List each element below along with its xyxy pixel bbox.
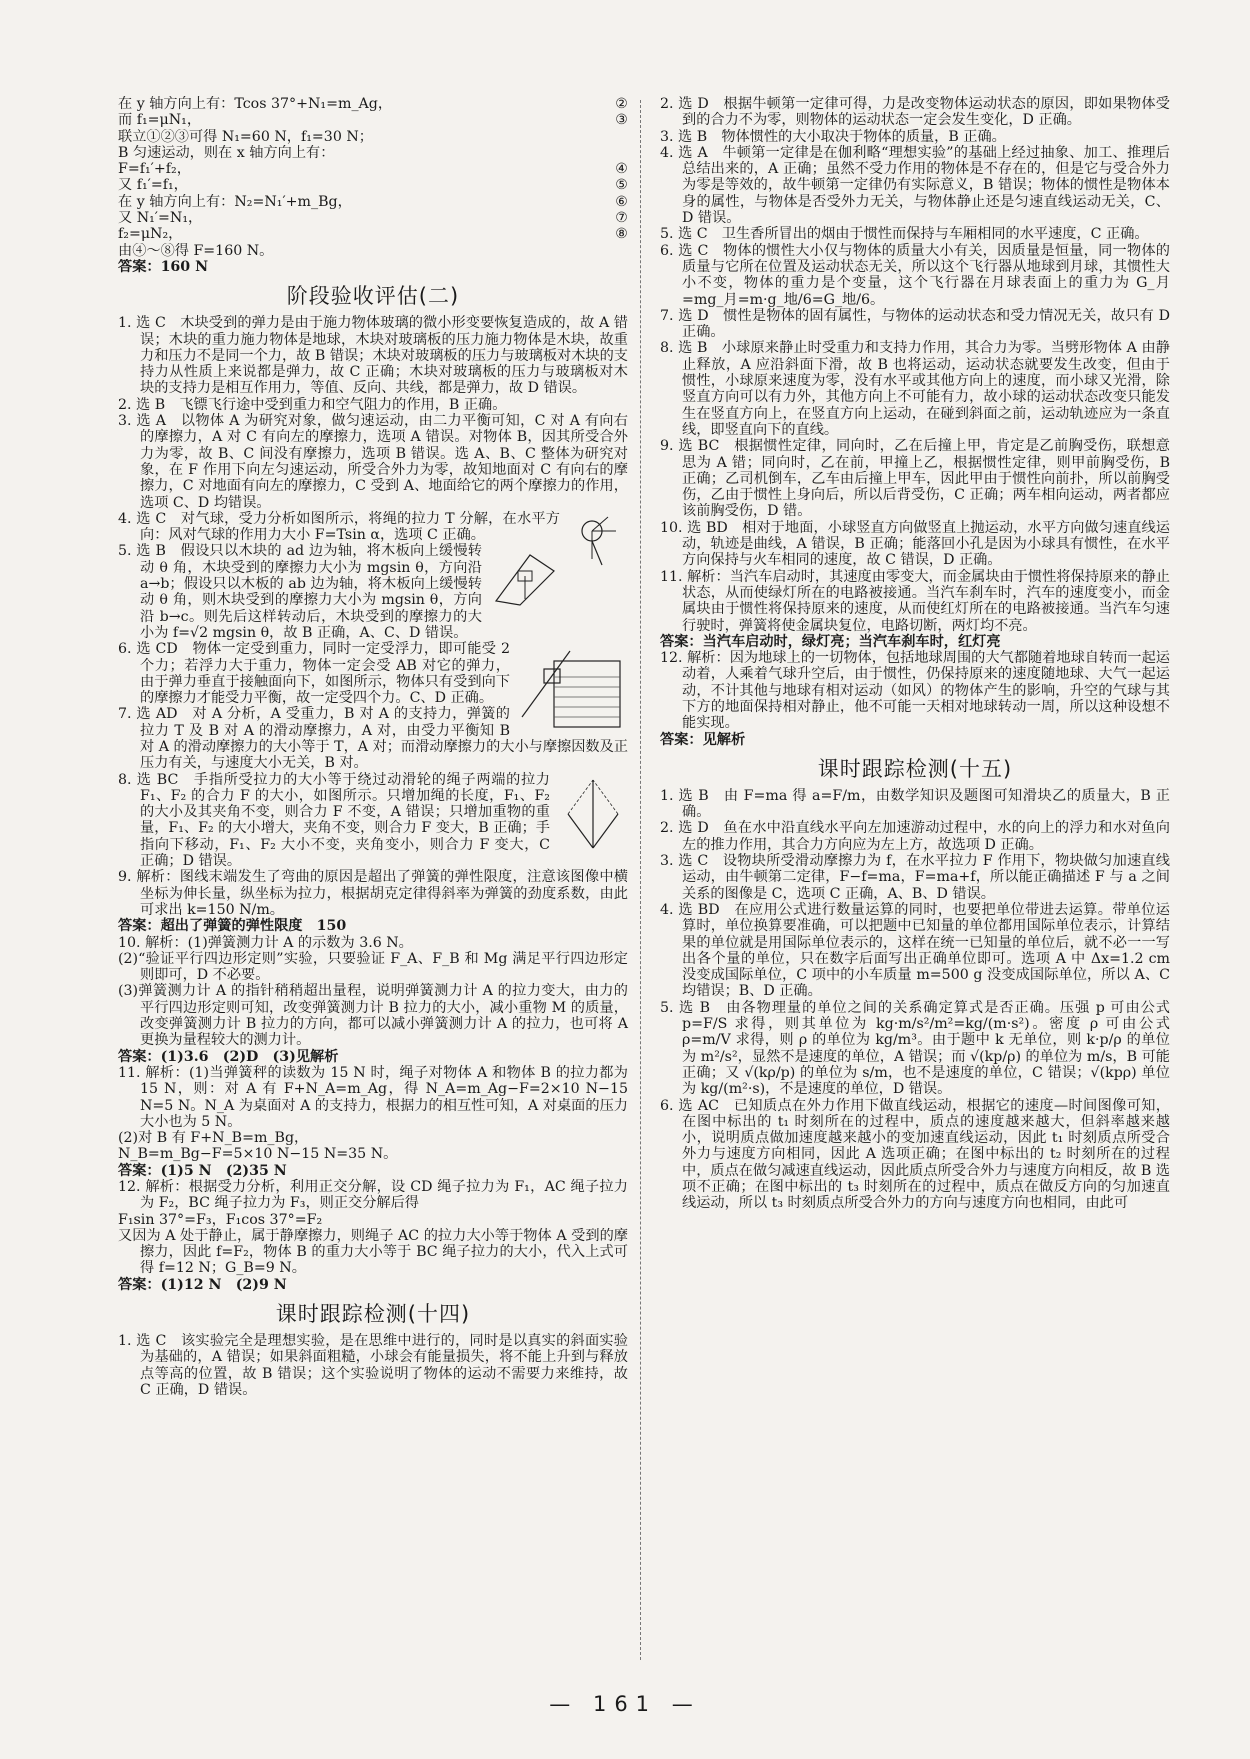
equation-line: 在 y 轴方向上有：N₂=N₁′+m_Bg， ⑥ (118, 193, 628, 210)
equation-line: 又 N₁′=N₁， ⑦ (118, 210, 628, 227)
equation-line: 由④～⑧得 F=160 N。 (118, 242, 274, 259)
answer-item: 又因为 A 处于静止，属于静摩擦力，则绳子 AC 的拉力大小等于物体 A 受到的摩擦力，因此 f=F₂，物体 B 的重力大小等于 BC 绳子拉力的大小，代入上式可得 f=12 N；G_B=9 N。 (118, 1227, 628, 1277)
column-divider (640, 100, 641, 1660)
answer-item: 11. 解析：当汽车启动时，其速度由零变大，而金属块由于惯性将保持原来的静止状态，从而使绿灯所在的电路被接通。当汽车刹车时，汽车的速度变小，而金属块由于惯性将保持原来的速度，从而使红灯所在的电路被接通。当汽车匀速行驶时，弹簧将使金属块复位，电路切断，两灯均不亮。 (660, 568, 1170, 634)
answer-item: 4. 选 BD 在应用公式进行数量运算的同时，也要把单位带进去运算。带单位运算时，单位换算要准确，可以把题中已知量的单位都用国际单位表示，计算结果的单位就是用国际单位表示的，这样在统一已知量的单位后，就不必一一写出各个量的单位，只在数字后面写出正确单位即可。选项 A 中 Δx=1.2 cm 没变成国际单位，C 项中的小车质量 m=500 g 没变成国际单位，所以 A、C 均错误；B、D 正确。 (660, 901, 1170, 1000)
answer-line: 答案：(1)5 N (2)35 N (118, 1162, 287, 1179)
section-heading: 阶段验收评估(二) (286, 284, 460, 309)
equation-line: 而 f₁=μN₁， ③ (118, 112, 628, 129)
equation-line: 在 y 轴方向上有：Tcos 37°+N₁=m_Ag， ② (118, 96, 628, 112)
answer-item: 3. 选 C 设物块所受滑动摩擦力为 f，在水平拉力 F 作用下，物块做匀加速直线运动，由牛顿第二定律，F−f=ma，F=ma+f，所以能正确描述 F 与 a 之间关系的图像是 C，选项 C 正确，A、B、D 错误。 (660, 853, 1170, 902)
answer-item: 3. 选 B 物体惯性的大小取决于物体的质量，B 正确。 (660, 128, 1006, 145)
answer-item: 9. 选 BC 根据惯性定律，同向时，乙在后撞上甲，肯定是乙前胸受伤，联想意思为 A 错；同向时，乙在前，甲撞上乙，根据惯性定律，则甲前胸受伤，B 正确；乙司机倒车，乙车由后撞上甲车，因此甲由于惯性向前扑，所以前胸受伤，乙由于惯性上身向后，所以后背受伤，C 正确；两车相向运动，两者都应该前胸受伤，D 错。 (660, 438, 1170, 520)
answer-item: 2. 选 D 鱼在水中沿直线水平向左加速游动过程中，水的向上的浮力和水对鱼向左的推力作用，其合力方向应为左上方，故选项 D 正确。 (660, 820, 1170, 853)
answer-item: 5. 选 B 由各物理量的单位之间的关系确定算式是否正确。压强 p 可由公式 p=F/S 求得，则其单位为 kg·m/s²/m²=kg/(m·s²)。密度 ρ 可由公式 ρ=m/V 求得，则 ρ 的单位为 kg/m³。由于题中 k 无单位，则 k·p/ρ 的单位为 m²/s²，显然不是速度的单位，A 错误；而 √(kp/ρ) 的单位为 m/s，B 可能正确；又 √(kρ/p) 的单位为 s/m，也不是速度的单位，C 错误；√(kpρ) 单位为 kg/(m²·s)，不是速度的单位，D 错误。 (660, 999, 1170, 1098)
answer-item: 1. 选 B 由 F=ma 得 a=F/m，由数学知识及题图可知滑块乙的质量大，B 正确。 (660, 787, 1170, 821)
balloon-force-figure (568, 513, 628, 571)
answer-item: 10. 解析：(1)弹簧测力计 A 的示数为 3.6 N。 (118, 934, 413, 951)
answer-item: 2. 选 D 根据牛顿第一定律可得，力是改变物体运动状态的原因，即如果物体受到的合力不为零，则物体的运动状态一定会发生变化，D 正确。 (660, 96, 1170, 129)
answer-line: 答案：(1)3.6 (2)D (3)见解析 (118, 1048, 339, 1065)
answer-line: 答案：超出了弹簧的弹性限度 150 (118, 918, 347, 935)
right-column (660, 96, 1170, 1212)
pulley-force-figure (558, 774, 628, 856)
answer-item: 12. 解析：根据受力分析，利用正交分解，设 CD 绳子拉力为 F₁，AC 绳子拉力为 F₂，BC 绳子拉力为 F₃，则正交分解后得 (118, 1179, 628, 1212)
floating-block-figure (518, 643, 628, 733)
section-heading: 课时跟踪检测(十五) (817, 756, 1013, 781)
answer-item: 12. 解析：因为地球上的一切物体，包括地球周围的大气都随着地球自转而一起运动着，人乘着气球升空后，由于惯性，仍保持原来的速度随地球、大气一起运动，不计其他与地球有相对运动（如风）的物体产生的影响，升空的气球与其下方的地面保持相对静止，他不可能一天相对地球转动一周，所以这种设想不能实现。 (660, 650, 1170, 732)
left-column (118, 96, 628, 1398)
equation-line: 又 f₁′=f₁， ⑤ (118, 177, 628, 194)
answer-item: 6. 选 CD 物体一定受到重力，同时一定受浮力，即可能受 2 个力；若浮力大于重力，物体一定会受 AB 对它的弹力，由于弹力垂直于接触面向下，如图所示，物体只有受到向下的摩擦力才能受力平衡，故一定受四个力。C、D 正确。 (118, 641, 628, 706)
answer-item: (3)弹簧测力计 A 的指针稍稍超出量程，说明弹簧测力计 A 的拉力变大，由力的平行四边形定则可知，改变弹簧测力计 B 拉力的大小，减小重物 M 的质量，改变弹簧测力计 B 拉力的方向，都可以减小弹簧测力计 A 的拉力，也可将 A 更换为量程较大的测力计。 (118, 983, 628, 1049)
intro-equations (118, 96, 628, 275)
answer-line: 答案：当汽车启动时，绿灯亮；当汽车刹车时，红灯亮 (660, 633, 1001, 650)
answer-item: 11. 解析：(1)当弹簧秤的读数为 15 N 时，绳子对物体 A 和物体 B 的拉力都为 15 N，则：对 A 有 F+N_A=m_Ag，得 N_A=m_Ag−F=2×10 N−15 N=5 N。N_A 为桌面对 A 的支持力，根据力的相互性可知，A 对桌面的压力大小也为 5 N。 (118, 1064, 628, 1130)
answer-list (118, 315, 628, 1293)
answer-item: 7. 选 AD 对 A 分析，A 受重力，B 对 A 的支持力，弹簧的拉力 T 及 B 对 A 的滑动摩擦力，A 对，由受力平衡知 B 对 A 的滑动摩擦力的大小等于 T，A 对；而滑动摩擦力的大小与摩擦因数及正压力有关，与速度大小无关，B 对。 (118, 706, 628, 772)
page-number: — 161 — (549, 1692, 701, 1716)
board-block-figure (490, 545, 560, 607)
answer-item: (2)对 B 有 F+N_B=m_Bg， (118, 1130, 309, 1147)
answer-item: 8. 选 B 小球原来静止时受重力和支持力作用，其合力为零。当劈形物体 A 由静止释放，A 应沿斜面下滑，故 B 也将运动，运动状态就要发生改变，但由于惯性，小球原来速度为零，没有水平或其他方向上的速度，而小球又光滑，除竖直方向可以有力外，其他方向上不可能有力，故小球的运动状态改变只能发生在竖直方向上，在竖直方向上运动，在碰到斜面之前，运动轨迹应为一条直线，即竖直向下的直线。 (660, 340, 1170, 438)
answer-item: 10. 选 BD 相对于地面，小球竖直方向做竖直上抛运动，水平方向做匀速直线运动，轨迹是曲线，A 错误，B 正确；能落回小孔是因为小球具有惯性，在水平方向保持与火车相同的速度，故 C 错误，D 正确。 (660, 519, 1170, 569)
answer-item: 3. 选 A 以物体 A 为研究对象，做匀速运动，由二力平衡可知，C 对 A 有向右的摩擦力，A 对 C 有向左的摩擦力，选项 A 错误。对物体 B，因其所受合外力为零，故 B、C 间没有摩擦力，选项 B 错误。选 A、B、C 整体为研究对象，在 F 作用下向左匀速运动，所受合外力为零，故知地面对 C 有向右的摩擦力，C 对地面有向左的摩擦力，C 受到 A、地面给它的两个摩擦力的作用，选项 C、D 均错误。 (118, 413, 628, 511)
answer-item: 1. 选 C 该实验完全是理想实验，是在思维中进行的，同时是以真实的斜面实验为基础的，A 错误；如果斜面粗糙，小球会有能量损失，将不能上升到与释放点等高的位置，故 B 错误；这个实验说明了物体的运动不需要力来维持，故 C 正确，D 错误。 (118, 1333, 628, 1398)
answer-item: (2)“验证平行四边形定则”实验，只要验证 F_A、F_B 和 Mg 满足平行四边形定则即可，D 不必要。 (118, 950, 628, 984)
answer-item: 6. 选 AC 已知质点在外力作用下做直线运动，根据它的速度—时间图像可知，在图中标出的 t₁ 时刻所在的过程中，质点的速度越来越大，但斜率越来越小，说明质点做加速度越来越小的变加速直线运动，因此 t₁ 时刻质点所受合外力与速度方向相同，因此 A 选项正确；在图中标出的 t₂ 时刻所在的过程中，质点在做匀减速直线运动，因此质点所受合外力与速度方向相反，故 B 选项不正确；在图中标出的 t₃ 时刻所在的过程中，质点在做反方向的匀加速直线运动，所以 t₃ 时刻质点所受合外力的方向与速度方向也相同，由此可 (660, 1097, 1170, 1212)
equation-line: 联立①②③可得 N₁=60 N，f₁=30 N； (118, 128, 373, 145)
equation-line: f₂=μN₂， ⑧ (118, 226, 628, 243)
answer-line: 答案：(1)12 N (2)9 N (118, 1276, 287, 1293)
equation-line: B 匀速运动，则在 x 轴方向上有： (118, 144, 335, 161)
answer-item: 5. 选 B 假设只以木块的 ad 边为轴，将木板向上缓慢转动 θ 角，木块受到的摩擦力大小为 mgsin θ，方向沿 a→b；假设只以木板的 ab 边为轴，将木板向上缓慢转动 θ 角，则木块受到的摩擦力大小为 mgsin θ，方向沿 b→c。则先后这样转动后，木块受到的摩擦力的大小为 f=√2 mgsin θ，故 B 正确，A、C、D 错误。 (118, 543, 628, 641)
answer-item: 4. 选 A 牛顿第一定律是在伽利略“理想实验”的基础上经过抽象、加工、推理后总结出来的，A 正确；虽然不受力作用的物体是不存在的，但是它与受合外力为零是等效的，故牛顿第一定律仍有实际意义，B 错误；物体的惯性是物体本身的属性，与物体是否受外力无关，与物体静止还是匀速直线运动无关，C、D 错误。 (660, 144, 1170, 227)
answer-line: 答案：见解析 (660, 731, 746, 748)
answer-item: N_B=m_Bg−F=5×10 N−15 N=35 N。 (118, 1146, 398, 1163)
answer-item: 1. 选 C 木块受到的弹力是由于施力物体玻璃的微小形变要恢复造成的，故 A 错误；木块的重力施力物体是地球，木块对玻璃板的压力施力物体是木块，故重力和压力不是同一个力，故 B 错误；木块对玻璃板的压力与玻璃板对木块的支持力从性质上来说都是弹力，故 C 正确；木块对玻璃板的压力与玻璃板对木块的支持力是相互作用力，等值、反向、共线，都是弹力，故 D 错误。 (118, 315, 628, 397)
answer-item: 7. 选 D 惯性是物体的固有属性，与物体的运动状态和受力情况无关，故只有 D 正确。 (660, 307, 1170, 341)
answer-line: 答案：160 N (118, 258, 209, 275)
equation-line: F=f₁′+f₂， ④ (118, 161, 628, 178)
answer-item: 6. 选 C 物体的惯性大小仅与物体的质量大小有关，因质量是恒量，同一物体的质量与它所在位置及运动状态无关，所以这个飞行器从地球到月球，其惯性大小不变，物体的重力是个变量，这个飞行器在月球表面上的重力为 G_月=mg_月=m·g_地/6=G_地/6。 (660, 242, 1170, 308)
answer-item: 4. 选 C 对气球，受力分析如图所示，将绳的拉力 T 分解，在水平方向：风对气球的作用力大小 F=Tsin α，选项 C 正确。 (118, 511, 628, 544)
section-heading: 课时跟踪检测(十四) (275, 1302, 471, 1327)
answer-item: 8. 选 BC 手指所受拉力的大小等于绕过动滑轮的绳子两端的拉力 F₁、F₂ 的合力 F 的大小，如图所示。只增加绳的长度，F₁、F₂ 的大小及其夹角不变，则合力 F 不变，A 错误；只增加重物的重量，F₁、F₂ 的大小增大，夹角不变，则合力 F 变大，B 正确；手指向下移动，F₁、F₂ 大小不变，夹角变小，则合力 F 变大，C 正确；D 错误。 (118, 772, 628, 870)
answer-item: 5. 选 C 卫生香所冒出的烟由于惯性而保持与车厢相同的水平速度，C 正确。 (660, 226, 1149, 243)
answer-item: 9. 解析：图线末端发生了弯曲的原因是超出了弹簧的弹性限度，注意该图像中横坐标为伸长量，纵坐标为拉力，根据胡克定律得斜率为弹簧的劲度系数，由此可求出 k=150 N/m。 (118, 869, 628, 918)
answer-item: 2. 选 B 飞镖飞行途中受到重力和空气阻力的作用，B 正确。 (118, 396, 507, 413)
answer-item: F₁sin 37°=F₃，F₁cos 37°=F₂ (118, 1211, 323, 1228)
